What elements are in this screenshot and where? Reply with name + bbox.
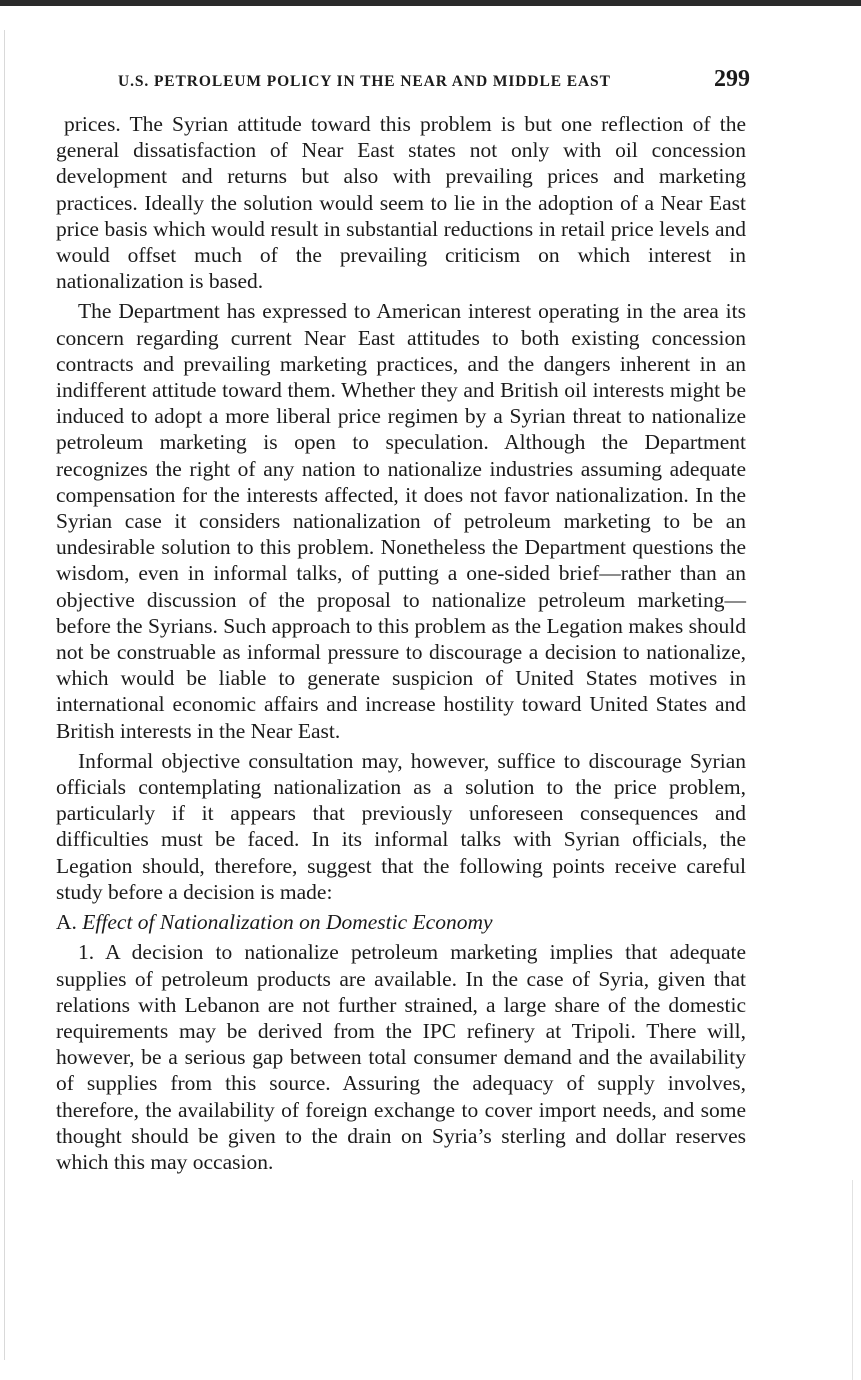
paragraph: Informal objective consultation may, however, suffice to discourage Syrian officials contemplating nationalization as a solution to the price problem, particularly if it appears that previously unforeseen consequences and difficulties must be faced. In its informal talks with Syrian officials, the Legation should, therefore, suggest that the following points receive careful study before a decision is made: xyxy=(56,748,746,904)
paragraph: prices. The Syrian attitude toward this problem is but one reflection of the general dissatisfaction of Near East states not only with oil concession development and returns but also with prevailing prices and marketing practices. Ideally the solution would seem to lie in the adoption of a Near East price basis which would result in substantial reductions in retail price levels and would offset much of the prevailing criticism on which interest in nationalization is based. xyxy=(56,112,746,294)
body-text xyxy=(56,111,746,1179)
running-title: U.S. PETROLEUM POLICY IN THE NEAR AND MIDDLE EAST xyxy=(118,73,611,90)
section-title: Effect of Nationalization on Domestic Economy xyxy=(82,910,493,935)
page-right-edge xyxy=(852,1180,853,1380)
page-number: 299 xyxy=(714,66,750,92)
paragraph: The Department has expressed to American interest operating in the area its concern regarding current Near East attitudes to both existing concession contracts and prevailing marketing practices, and the dangers inherent in an indifferent attitude toward them. Whether they and British oil interests might be induced to adopt a more liberal price regimen by a Syrian threat to nationalize petroleum marketing is open to speculation. Although the Department recognizes the right of any nation to nationalize industries assuming adequate compensation for the interests affected, it does not favor nationalization. In the Syrian case it considers nationalization of petroleum marketing to be an undesirable solution to this problem. Nonetheless the Department questions the wisdom, even in informal talks, of putting a one-sided brief—rather than an objective discussion of the proposal to nationalize petroleum marketing—before the Syrians. Such approach to this problem as the Legation makes should not be construable as informal pressure to discourage a decision to nationalize, which would be liable to generate suspicion of United States motives in international economic affairs and increase hostility toward United States and British interests in the Near East. xyxy=(56,299,746,743)
page-top-edge xyxy=(0,0,861,6)
section-heading xyxy=(56,909,746,935)
section-label: A. xyxy=(56,910,77,935)
page-left-edge xyxy=(4,30,5,1360)
running-head xyxy=(118,66,750,98)
paragraph: 1. A decision to nationalize petroleum marketing implies that adequate supplies of petroleum products are available. In the case of Syria, given that relations with Lebanon are not further strained, a large share of the domestic requirements may be derived from the IPC refinery at Tripoli. There will, however, be a serious gap between total consumer demand and the availability of supplies from this source. Assuring the adequacy of supply involves, therefore, the availability of foreign exchange to cover import needs, and some thought should be given to the drain on Syria’s sterling and dollar reserves which this may occasion. xyxy=(56,940,746,1174)
